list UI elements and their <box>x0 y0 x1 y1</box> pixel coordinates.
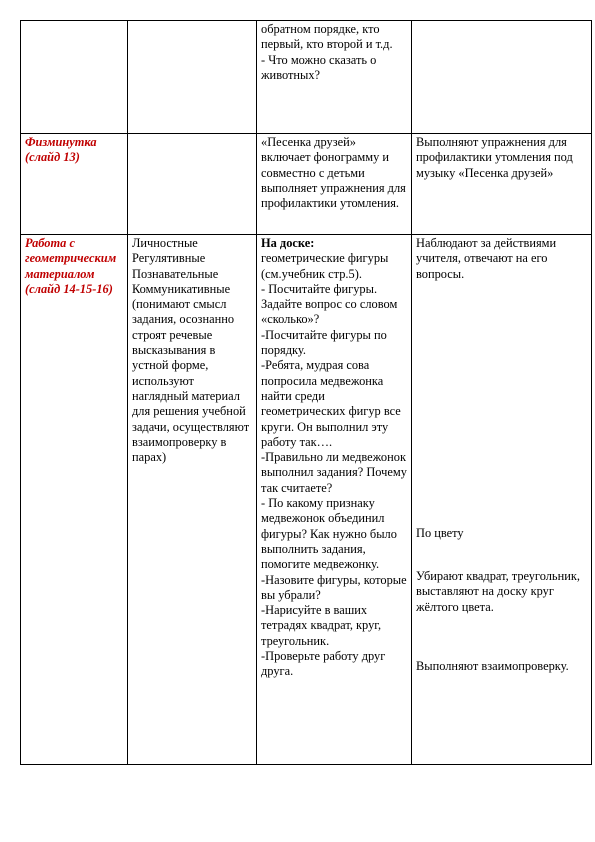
teacher-text: -Назовите фигуры, которые вы убрали? <box>261 572 407 602</box>
students-text: По цвету <box>416 525 464 540</box>
students-cell <box>412 235 592 765</box>
teacher-text: -Ребята, мудрая сова попросила медвежонка найти среди геометрических фигур все круги. Он выполнил эту работу так…. <box>261 358 401 449</box>
teacher-text: - Посчитайте фигуры. Задайте вопрос со словом «сколько»? <box>261 281 398 327</box>
stage-title: Физминутка <box>25 135 97 149</box>
table-row <box>21 134 592 235</box>
board-label: На доске: <box>261 236 315 250</box>
stage-cell <box>21 134 128 235</box>
teacher-cell <box>257 235 412 765</box>
table-row <box>21 235 592 765</box>
uud-cell <box>128 21 257 134</box>
teacher-text: обратном порядке, кто первый, кто второй и т.д. <box>261 22 393 52</box>
uud-item: Регулятивные <box>132 251 206 266</box>
slide-ref: (слайд 13) <box>25 150 80 165</box>
teacher-cell <box>257 21 412 134</box>
teacher-text: -Проверьте работу друг друга. <box>261 649 386 679</box>
teacher-text: - По какому признаку медвежонок объединил фигуры? Как нужно было выполнить задания, помогите медвежонку. <box>261 496 397 572</box>
teacher-cell <box>257 134 412 235</box>
students-cell <box>412 134 592 235</box>
uud-item: Коммуникативные <box>132 281 231 296</box>
stage-cell <box>21 21 128 134</box>
table-row <box>21 21 592 134</box>
uud-cell <box>128 235 257 765</box>
teacher-text: -Нарисуйте в ваших тетрадях квадрат, круг, треугольник. <box>261 603 382 648</box>
teacher-text: геометрические фигуры (см.учебник стр.5). <box>261 251 389 281</box>
uud-description: (понимают смысл задания, осознанно строят речевые высказывания в устной форме, используют наглядный материал для решения учебной задачи, осуществляют взаимопроверку в парах) <box>132 297 250 465</box>
teacher-text: «Песенка друзей» включает фонограмму и совместно с детьми выполняет упражнения для профилактики утомления. <box>261 135 406 211</box>
stage-cell <box>21 235 128 765</box>
uud-cell <box>128 134 257 235</box>
teacher-text: -Посчитайте фигуры по порядку. <box>261 327 387 358</box>
slide-ref: (слайд 14-15-16) <box>25 281 113 296</box>
teacher-text: -Правильно ли медвежонок выполнил задания? Почему так считаете? <box>261 450 407 495</box>
stage-title: Работа с геометрическим материалом <box>25 236 117 281</box>
students-cell <box>412 21 592 134</box>
students-text: Выполняют взаимопроверку. <box>416 659 569 674</box>
students-text: Наблюдают за действиями учителя, отвечают на его вопросы. <box>416 236 557 281</box>
lesson-plan-table <box>20 20 592 765</box>
uud-item: Личностные <box>132 236 198 250</box>
uud-item: Познавательные <box>132 266 219 281</box>
teacher-text: - Что можно сказать о животных? <box>261 52 377 82</box>
students-text: Выполняют упражнения для профилактики утомления под музыку «Песенка друзей» <box>416 135 573 180</box>
students-text: Убирают квадрат, треугольник, выставляют на доску круг жёлтого цвета. <box>416 569 580 614</box>
